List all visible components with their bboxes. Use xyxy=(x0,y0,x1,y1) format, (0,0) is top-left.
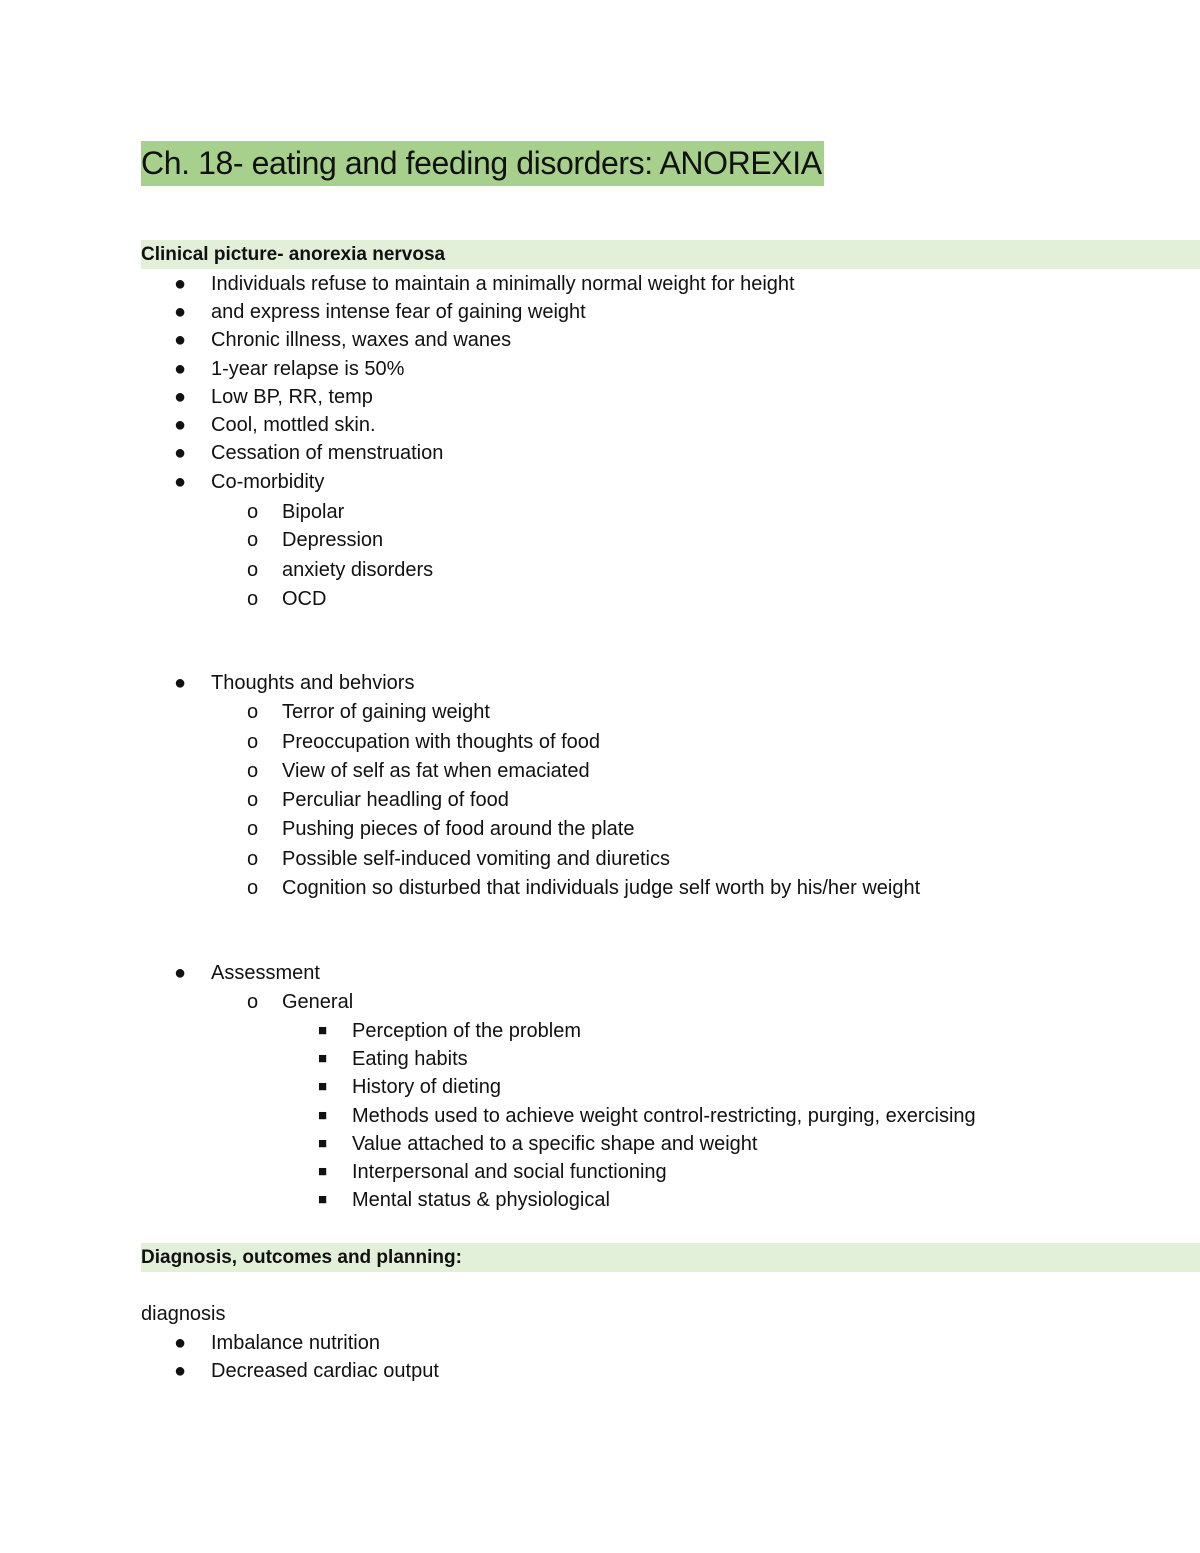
page-title: Ch. 18- eating and feeding disorders: ANOREXIA xyxy=(141,141,824,186)
diagnosis-label: diagnosis xyxy=(141,1303,226,1325)
list-item: Perception of the problem xyxy=(352,1020,582,1042)
bullet-icon: ■ xyxy=(318,1050,328,1067)
bullet-icon: ● xyxy=(174,471,187,493)
bullet-icon: ● xyxy=(174,358,187,380)
bullet-icon: ■ xyxy=(318,1163,328,1180)
list-item: Individuals refuse to maintain a minimally normal weight for height xyxy=(211,273,795,295)
bullet-icon: o xyxy=(247,588,259,610)
list-item: anxiety disorders xyxy=(282,559,434,581)
list-item: History of dieting xyxy=(352,1076,501,1098)
list-item: Possible self-induced vomiting and diuretics xyxy=(282,848,670,870)
list-item: Pushing pieces of food around the plate xyxy=(282,818,635,840)
list-item: View of self as fat when emaciated xyxy=(282,760,590,782)
list-item: Cessation of menstruation xyxy=(211,442,444,464)
list-item: Methods used to achieve weight control-restricting, purging, exercising xyxy=(352,1105,976,1127)
list-item: Bipolar xyxy=(282,501,345,523)
bullet-icon: ■ xyxy=(318,1107,328,1124)
bullet-icon: ● xyxy=(174,386,187,408)
bullet-icon: ● xyxy=(174,672,187,694)
bullet-icon: o xyxy=(247,877,259,899)
list-item: Chronic illness, waxes and wanes xyxy=(211,329,512,351)
bullet-icon: o xyxy=(247,760,259,782)
list-item: OCD xyxy=(282,588,327,610)
section-heading-clinical-picture: Clinical picture- anorexia nervosa xyxy=(141,244,446,265)
bullet-icon: ● xyxy=(174,1360,187,1382)
list-item: Cognition so disturbed that individuals judge self worth by his/her weight xyxy=(282,877,921,899)
list-item: Preoccupation with thoughts of food xyxy=(282,731,600,753)
bullet-icon: ■ xyxy=(318,1078,328,1095)
bullet-icon: o xyxy=(247,731,259,753)
list-item: Decreased cardiac output xyxy=(211,1360,439,1382)
list-item: Perculiar headling of food xyxy=(282,789,509,811)
thoughts-label: Thoughts and behviors xyxy=(211,672,415,694)
section-heading-diagnosis: Diagnosis, outcomes and planning: xyxy=(141,1247,462,1268)
bullet-icon: ● xyxy=(174,1332,187,1354)
bullet-icon: o xyxy=(247,991,259,1013)
list-item: Terror of gaining weight xyxy=(282,701,490,723)
bullet-icon: ■ xyxy=(318,1191,328,1208)
list-item: Interpersonal and social functioning xyxy=(352,1161,667,1183)
list-item: 1-year relapse is 50% xyxy=(211,358,405,380)
bullet-icon: o xyxy=(247,818,259,840)
bullet-icon: ● xyxy=(174,962,187,984)
general-label: General xyxy=(282,991,354,1013)
list-item: and express intense fear of gaining weight xyxy=(211,301,586,323)
bullet-icon: o xyxy=(247,559,259,581)
bullet-icon: ● xyxy=(174,414,187,436)
bullet-icon: o xyxy=(247,501,259,523)
bullet-icon: ● xyxy=(174,442,187,464)
bullet-icon: o xyxy=(247,701,259,723)
bullet-icon: ■ xyxy=(318,1022,328,1039)
bullet-icon: ● xyxy=(174,273,187,295)
list-item: Value attached to a specific shape and weight xyxy=(352,1133,758,1155)
list-item: Mental status & physiological xyxy=(352,1189,610,1211)
bullet-icon: ■ xyxy=(318,1135,328,1152)
bullet-icon: o xyxy=(247,848,259,870)
list-item: Co-morbidity xyxy=(211,471,325,493)
assessment-label: Assessment xyxy=(211,962,320,984)
bullet-icon: o xyxy=(247,529,259,551)
list-item: Imbalance nutrition xyxy=(211,1332,380,1354)
list-item: Cool, mottled skin. xyxy=(211,414,376,436)
bullet-icon: ● xyxy=(174,301,187,323)
list-item: Eating habits xyxy=(352,1048,468,1070)
list-item: Low BP, RR, temp xyxy=(211,386,373,408)
bullet-icon: o xyxy=(247,789,259,811)
bullet-icon: ● xyxy=(174,329,187,351)
list-item: Depression xyxy=(282,529,384,551)
